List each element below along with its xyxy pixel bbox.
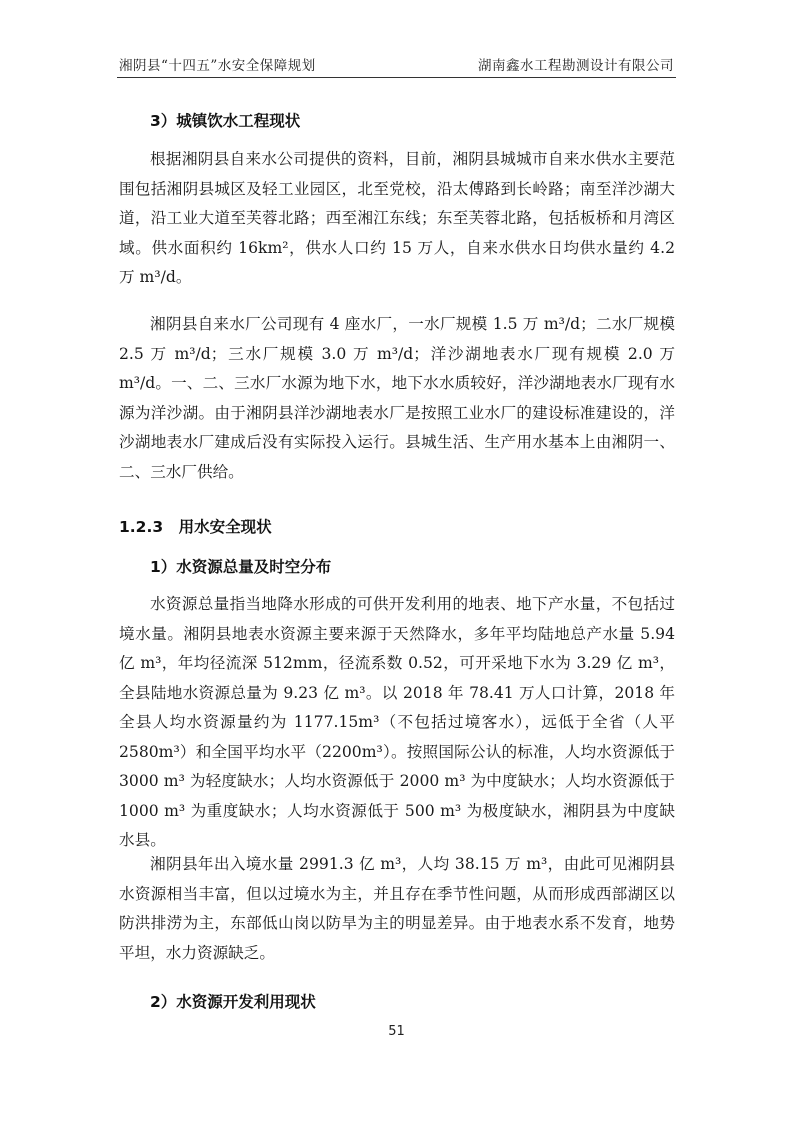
section-heading-water-safety: 1.2.3 用水安全现状 bbox=[119, 518, 272, 536]
paragraph-water-resources-total: 水资源总量指当地降水形成的可供开发利用的地表、地下产水量，不包括过境水量。湘阴县地表水资源主要来源于天然降水，多年平均陆地总产水量 5.94 亿 m³，年均径流深 512mm，径流系数 0.52，可开采地下水为 3.29 亿 m³，全县陆地水资源总量为 9.23 亿 m³。以 2018 年 78.41 万人口计算，2018 年全县人均水资源量约为 1177.15m³（不包括过境客水），远低于全省（人平 2580m³）和全国平均水平（2200m³）。按照国际公认的标准，人均水资源低于 3000 m³ 为轻度缺水；人均水资源低于 2000 m³ 为中度缺水；人均水资源低于 1000 m³ 为重度缺水；人均水资源低于 500 m³ 为极度缺水，湘阴县为中度缺水县。 bbox=[119, 595, 675, 849]
page-number: 51 bbox=[388, 1024, 405, 1039]
section-heading-urban-water: 3）城镇饮水工程现状 bbox=[150, 112, 301, 130]
header-company: 湖南鑫水工程勘测设计有限公司 bbox=[478, 58, 674, 74]
section-heading-water-development: 2）水资源开发利用现状 bbox=[150, 993, 316, 1011]
header-divider bbox=[117, 77, 676, 78]
section-heading-water-resources: 1）水资源总量及时空分布 bbox=[150, 558, 332, 576]
paragraph-transit-water: 湘阴县年出入境水量 2991.3 亿 m³，人均 38.15 万 m³，由此可见湘阴县水资源相当丰富，但以过境水为主，并且存在季节性问题，从而形成西部湖区以防洪排涝为主，东部低山岗以防旱为主的明显差异。由于地表水系不发育，地势平坦，水力资源缺乏。 bbox=[119, 855, 675, 962]
paragraph-water-plants: 湘阴县自来水厂公司现有 4 座水厂，一水厂规模 1.5 万 m³/d；二水厂规模 2.5 万 m³/d；三水厂规模 3.0 万 m³/d；洋沙湖地表水厂现有规模 2.0 万 m³/d。一、二、三水厂水源为地下水，地下水水质较好，洋沙湖地表水厂现有水源为洋沙湖。由于湘阴县洋沙湖地表水厂是按照工业水厂的建设标准建设的，洋沙湖地表水厂建成后没有实际投入运行。县城生活、生产用水基本上由湘阴一、二、三水厂供给。 bbox=[119, 315, 675, 481]
header-title: 湘阴县“十四五”水安全保障规划 bbox=[119, 58, 316, 74]
paragraph-urban-water-supply: 根据湘阴县自来水公司提供的资料，目前，湘阴县城城市自来水供水主要范围包括湘阴县城区及轻工业园区，北至党校，沿太傅路到长岭路；南至洋沙湖大道，沿工业大道至芙蓉北路；西至湘江东线；东至芙蓉北路，包括板桥和月湾区域。供水面积约 16km²，供水人口约 15 万人，自来水供水日均供水量约 4.2 万 m³/d。 bbox=[119, 150, 675, 286]
